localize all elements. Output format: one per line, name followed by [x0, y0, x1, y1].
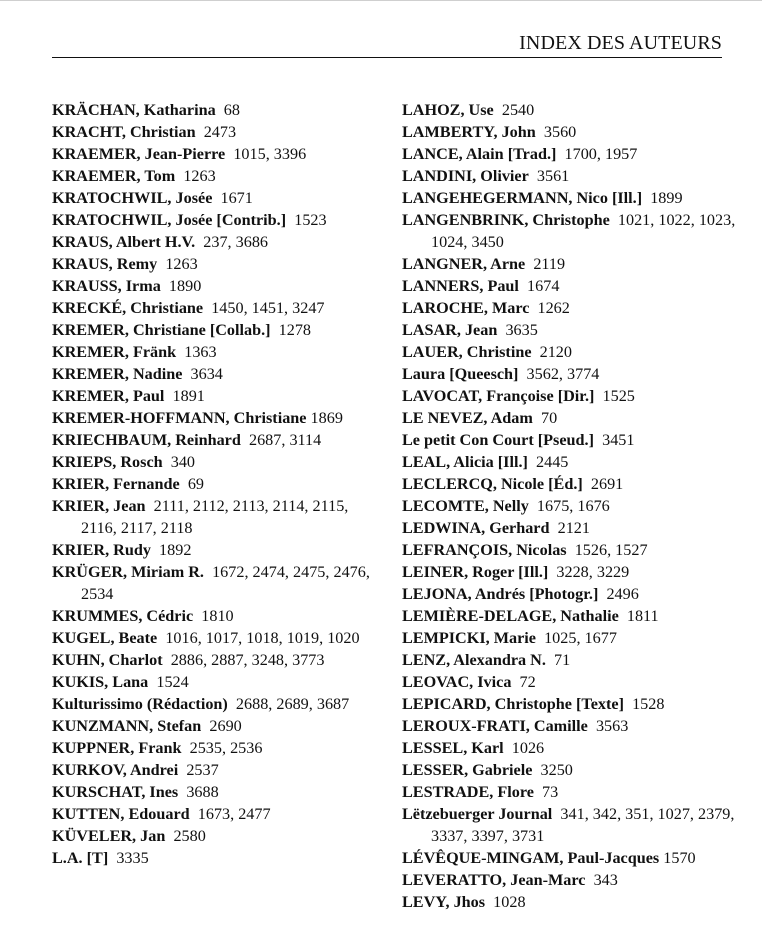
author-name: Laura [Queesch] — [402, 365, 519, 383]
index-entry — [52, 99, 382, 121]
index-entry — [402, 143, 750, 165]
index-entry — [402, 539, 750, 561]
author-name: KRAEMER, Jean-Pierre — [52, 145, 226, 163]
index-entry — [402, 319, 750, 341]
index-entry — [52, 297, 382, 319]
author-name: LESSEL, Karl — [402, 739, 504, 757]
index-entry — [402, 187, 750, 209]
entry-references: 3563 — [595, 717, 629, 735]
entry-references: 3560 — [543, 123, 577, 141]
index-entry — [402, 583, 750, 605]
entry-references: 3250 — [540, 761, 573, 779]
index-entry — [402, 363, 750, 385]
index-entry — [52, 737, 382, 759]
index-entry — [402, 297, 750, 319]
index-entry — [402, 275, 750, 297]
index-entry — [52, 715, 382, 737]
index-entry — [52, 781, 382, 803]
author-name: LAUER, Christine — [402, 343, 532, 361]
author-name: KÜVELER, Jan — [52, 827, 166, 845]
entry-references: 70 — [540, 409, 558, 427]
entry-references: 1810 — [201, 607, 234, 625]
entry-references: 2445 — [536, 453, 569, 471]
author-name: KRUMMES, Cédric — [52, 607, 194, 625]
author-name: KREMER, Nadine — [52, 365, 183, 383]
index-entry — [52, 429, 382, 451]
author-name: KRATOCHWIL, Josée [Contrib.] — [52, 211, 287, 229]
page-top-rule — [0, 0, 762, 1]
index-entry — [52, 473, 382, 495]
author-name: Kulturissimo (Rédaction) — [52, 695, 228, 713]
author-name: LANCE, Alain [Trad.] — [402, 145, 557, 163]
index-entry — [402, 561, 750, 583]
author-name: LEJONA, Andrés [Photogr.] — [402, 585, 599, 603]
index-entry — [52, 605, 382, 627]
index-entry — [52, 759, 382, 781]
entry-references: 2691 — [590, 475, 624, 493]
author-name: LECLERCQ, Nicole [Éd.] — [402, 475, 583, 493]
entry-references: 3335 — [116, 849, 149, 867]
author-name: KREMER, Christiane [Collab.] — [52, 321, 271, 339]
entry-references: 3451 — [602, 431, 635, 449]
entry-references: 2119 — [533, 255, 566, 273]
entry-references: 3634 — [190, 365, 223, 383]
entry-references: 1363 — [184, 343, 217, 361]
index-entry — [402, 715, 750, 737]
entry-references: 3562, 3774 — [526, 365, 600, 383]
author-name: LÉVÊQUE-MINGAM, Paul-Jacques — [402, 849, 660, 867]
entry-references: 2535, 2536 — [189, 739, 263, 757]
author-name: LESTRADE, Flore — [402, 783, 534, 801]
page-header — [52, 31, 722, 58]
index-entry — [402, 605, 750, 627]
index-entry — [402, 803, 750, 847]
entry-references: 1570 — [663, 849, 696, 867]
index-entry — [52, 187, 382, 209]
author-name: Le petit Con Court [Pseud.] — [402, 431, 594, 449]
entry-references: 1672, 2474, 2475, 2476, 2534 — [81, 563, 370, 603]
index-entry — [52, 253, 382, 275]
entry-references: 1026 — [511, 739, 545, 757]
entry-references: 3561 — [536, 167, 570, 185]
entry-references: 2580 — [173, 827, 206, 845]
author-name: LEVY, Jhos — [402, 893, 486, 911]
author-name: LEROUX-FRATI, Camille — [402, 717, 588, 735]
author-name: LANNERS, Paul — [402, 277, 519, 295]
index-entry — [52, 209, 382, 231]
entry-references: 2886, 2887, 3248, 3773 — [170, 651, 325, 669]
author-name: LEMIÈRE-DELAGE, Nathalie — [402, 607, 619, 625]
entry-references: 71 — [554, 651, 571, 669]
author-name: LANGNER, Arne — [402, 255, 526, 273]
index-entry — [402, 759, 750, 781]
author-name: LAVOCAT, Françoise [Dir.] — [402, 387, 595, 405]
entry-references: 2687, 3114 — [248, 431, 322, 449]
entry-references: 1263 — [183, 167, 216, 185]
index-entry — [402, 891, 750, 913]
author-name: LANGEHEGERMANN, Nico [Ill.] — [402, 189, 643, 207]
author-name: LAMBERTY, John — [402, 123, 536, 141]
author-name: KUKIS, Lana — [52, 673, 149, 691]
index-entry — [52, 407, 382, 429]
author-name: LECOMTE, Nelly — [402, 497, 529, 515]
entry-references: 2120 — [539, 343, 572, 361]
index-entry — [52, 143, 382, 165]
entry-references: 2111, 2112, 2113, 2114, 2115, 2116, 2117, 2118 — [81, 497, 349, 537]
index-entry — [52, 561, 382, 605]
entry-references: 1890 — [168, 277, 202, 295]
index-entry — [52, 165, 382, 187]
author-name: LEPICARD, Christophe [Texte] — [402, 695, 624, 713]
index-entry — [52, 495, 382, 539]
entry-references: 2473 — [203, 123, 237, 141]
author-name: LEDWINA, Gerhard — [402, 519, 550, 537]
author-name: LEFRANÇOIS, Nicolas — [402, 541, 567, 559]
index-entry — [402, 209, 750, 253]
author-name: LESSER, Gabriele — [402, 761, 533, 779]
index-entry — [402, 165, 750, 187]
entry-references: 1869 — [310, 409, 343, 427]
author-name: KUPPNER, Frank — [52, 739, 182, 757]
entry-references: 1526, 1527 — [574, 541, 648, 559]
entry-references: 1524 — [156, 673, 189, 691]
author-name: KURKOV, Andrei — [52, 761, 179, 779]
index-entry — [52, 121, 382, 143]
index-entry — [402, 121, 750, 143]
index-entry — [52, 649, 382, 671]
entry-references: 1700, 1957 — [564, 145, 638, 163]
page-title: INDEX DES AUTEURS — [519, 32, 722, 54]
index-entry — [52, 341, 382, 363]
index-entry — [402, 737, 750, 759]
author-name: KRÄCHAN, Katharina — [52, 101, 216, 119]
entry-references: 343 — [593, 871, 618, 889]
entry-references: 2690 — [209, 717, 242, 735]
index-entry — [52, 363, 382, 385]
entry-references: 1891 — [172, 387, 205, 405]
entry-references: 1278 — [278, 321, 311, 339]
entry-references: 237, 3686 — [203, 233, 268, 251]
author-name: KURSCHAT, Ines — [52, 783, 179, 801]
author-name: LAROCHE, Marc — [402, 299, 530, 317]
entry-references: 1263 — [165, 255, 198, 273]
author-name: KREMER, Paul — [52, 387, 165, 405]
author-name: KRÜGER, Miriam R. — [52, 563, 204, 581]
index-entry — [402, 649, 750, 671]
entry-references: 1450, 1451, 3247 — [211, 299, 325, 317]
entry-references: 1528 — [632, 695, 665, 713]
index-entry — [52, 627, 382, 649]
author-name: LENZ, Alexandra N. — [402, 651, 546, 669]
index-entry — [52, 275, 382, 297]
author-name: LAHOZ, Use — [402, 101, 494, 119]
author-name: KRATOCHWIL, Josée — [52, 189, 213, 207]
index-entry — [402, 847, 750, 869]
author-name: LEVERATTO, Jean-Marc — [402, 871, 586, 889]
entry-references: 1671 — [220, 189, 253, 207]
author-name: LEINER, Roger [Ill.] — [402, 563, 549, 581]
author-name: LEAL, Alicia [Ill.] — [402, 453, 528, 471]
entry-references: 1262 — [537, 299, 570, 317]
index-entry — [402, 627, 750, 649]
entry-references: 1025, 1677 — [544, 629, 617, 647]
index-entry — [402, 869, 750, 891]
author-name: KRAUSS, Irma — [52, 277, 161, 295]
author-name: KRAUS, Albert H.V. — [52, 233, 196, 251]
entry-references: 3635 — [505, 321, 538, 339]
index-entry — [402, 495, 750, 517]
entry-references: 1021, 1022, 1023, 1024, 3450 — [431, 211, 736, 251]
entry-references: 1028 — [493, 893, 526, 911]
entry-references: 2121 — [557, 519, 590, 537]
entry-references: 1673, 2477 — [197, 805, 271, 823]
index-entry — [52, 803, 382, 825]
index-entry — [52, 319, 382, 341]
entry-references: 1523 — [294, 211, 327, 229]
entry-references: 340 — [170, 453, 196, 471]
author-name: KRIER, Rudy — [52, 541, 151, 559]
entry-references: 1016, 1017, 1018, 1019, 1020 — [165, 629, 360, 647]
index-entry — [402, 671, 750, 693]
author-name: LEMPICKI, Marie — [402, 629, 536, 647]
author-name: KRAEMER, Tom — [52, 167, 176, 185]
index-entry — [402, 429, 750, 451]
index-entry — [402, 253, 750, 275]
entry-references: 1675, 1676 — [536, 497, 610, 515]
entry-references: 1892 — [159, 541, 192, 559]
author-name: KREMER, Fränk — [52, 343, 177, 361]
entry-references: 1525 — [602, 387, 635, 405]
author-name: KUTTEN, Edouard — [52, 805, 190, 823]
entry-references: 72 — [519, 673, 536, 691]
index-entry — [52, 825, 382, 847]
entry-references: 1811 — [626, 607, 659, 625]
index-entry — [402, 407, 750, 429]
author-name: L.A. [T] — [52, 849, 109, 867]
index-entry — [52, 847, 382, 869]
index-entry — [52, 693, 382, 715]
author-name: LASAR, Jean — [402, 321, 498, 339]
entry-references: 2537 — [186, 761, 219, 779]
entry-references: 1674 — [527, 277, 560, 295]
author-name: KRIER, Fernande — [52, 475, 180, 493]
author-name: KUGEL, Beate — [52, 629, 158, 647]
entry-references: 1015, 3396 — [233, 145, 307, 163]
author-name: KRIEPS, Rosch — [52, 453, 163, 471]
author-name: KUHN, Charlot — [52, 651, 163, 669]
entry-references: 341, 342, 351, 1027, 2379, 3337, 3397, 3731 — [431, 805, 735, 845]
index-entry — [402, 451, 750, 473]
author-name: KRIER, Jean — [52, 497, 146, 515]
index-column-right — [402, 99, 750, 913]
author-name: KREMER-HOFFMANN, Christiane — [52, 409, 307, 427]
index-entry — [402, 341, 750, 363]
entry-references: 3688 — [186, 783, 219, 801]
entry-references: 2540 — [501, 101, 535, 119]
entry-references: 1899 — [650, 189, 683, 207]
index-entry — [52, 539, 382, 561]
index-entry — [402, 517, 750, 539]
entry-references: 69 — [187, 475, 204, 493]
index-entry — [402, 781, 750, 803]
author-name: LE NEVEZ, Adam — [402, 409, 533, 427]
index-entry — [402, 693, 750, 715]
index-column-left — [52, 99, 382, 869]
author-name: KRECKÉ, Christiane — [52, 299, 204, 317]
index-entry — [402, 99, 750, 121]
author-name: KRAUS, Remy — [52, 255, 158, 273]
index-entry — [402, 473, 750, 495]
index-entry — [402, 385, 750, 407]
index-entry — [52, 385, 382, 407]
author-name: Lëtzebuerger Journal — [402, 805, 553, 823]
author-name: KRACHT, Christian — [52, 123, 196, 141]
index-entry — [52, 671, 382, 693]
author-name: LANDINI, Olivier — [402, 167, 529, 185]
entry-references: 2688, 2689, 3687 — [235, 695, 350, 713]
entry-references: 73 — [542, 783, 559, 801]
index-entry — [52, 451, 382, 473]
entry-references: 68 — [223, 101, 240, 119]
author-name: LEOVAC, Ivica — [402, 673, 512, 691]
author-name: KUNZMANN, Stefan — [52, 717, 202, 735]
index-entry — [52, 231, 382, 253]
author-name: LANGENBRINK, Christophe — [402, 211, 610, 229]
author-name: KRIECHBAUM, Reinhard — [52, 431, 241, 449]
entry-references: 3228, 3229 — [556, 563, 630, 581]
entry-references: 2496 — [606, 585, 639, 603]
